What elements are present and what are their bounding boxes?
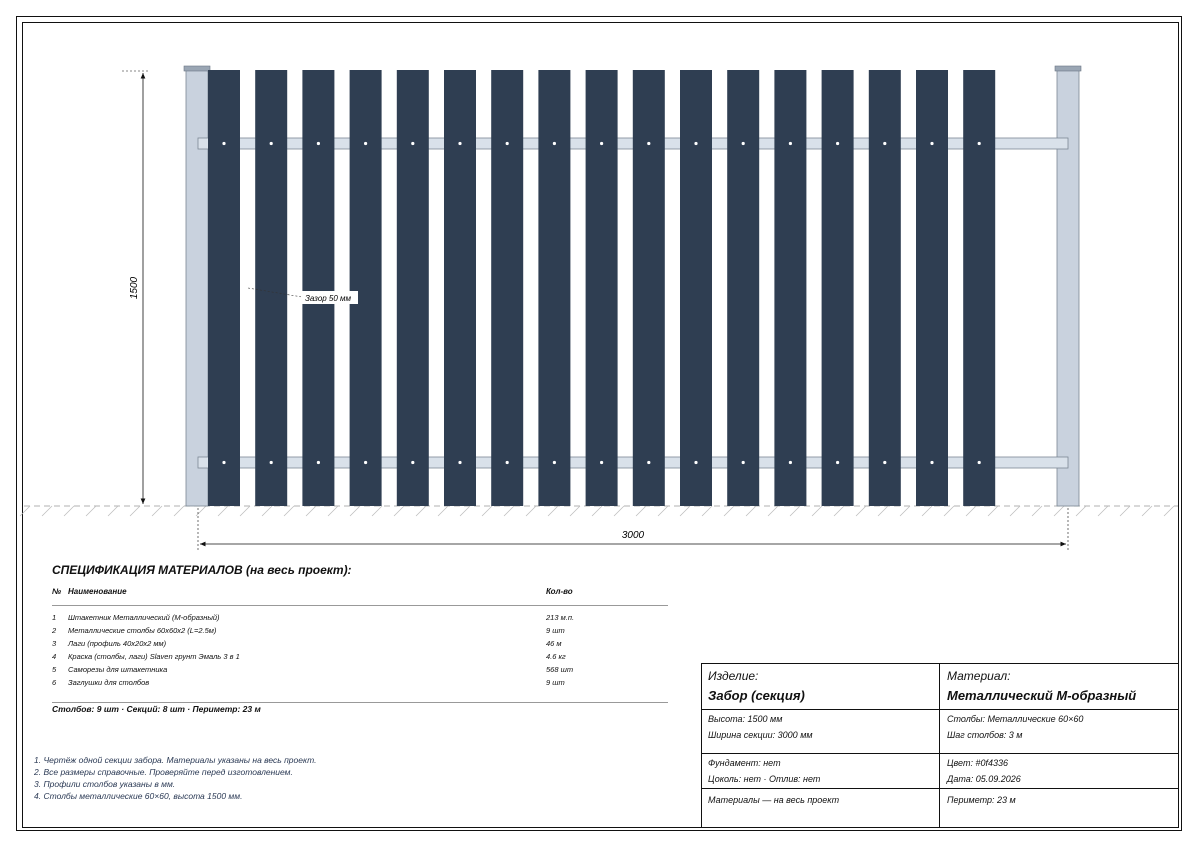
hatch-mark bbox=[394, 506, 404, 516]
picket bbox=[774, 70, 806, 506]
hatch-mark bbox=[42, 506, 52, 516]
picket bbox=[633, 70, 665, 506]
title-block-rule bbox=[702, 753, 1178, 754]
hatch-mark bbox=[460, 506, 470, 516]
spec-row-name: Краска (столбы, лаги) Slaven грунт Эмаль 3 в 1 bbox=[68, 652, 240, 661]
hatch-mark bbox=[328, 506, 338, 516]
screw-dot bbox=[694, 461, 697, 464]
material-value: Металлический М-образный bbox=[947, 688, 1137, 703]
screw-dot bbox=[978, 142, 981, 145]
right-post-cap bbox=[1055, 66, 1081, 71]
spec-row-num: 4 bbox=[52, 652, 57, 661]
hatch-mark bbox=[1010, 506, 1020, 516]
screw-dot bbox=[789, 142, 792, 145]
screw-dot bbox=[506, 461, 509, 464]
spec-row-name: Металлические столбы 60x60x2 (L=2.5м) bbox=[68, 626, 217, 635]
pickets bbox=[208, 70, 995, 506]
spec-rows bbox=[52, 613, 668, 691]
screw-dot bbox=[883, 142, 886, 145]
hatch-mark bbox=[526, 506, 536, 516]
hatch-mark bbox=[900, 506, 910, 516]
spec-row-qty: 4.6 кг bbox=[546, 652, 566, 661]
screw-dot bbox=[506, 142, 509, 145]
title-block bbox=[701, 663, 1179, 828]
screw-dot bbox=[317, 461, 320, 464]
hatch-mark bbox=[1164, 506, 1174, 516]
foundation-info: Фундамент: нет bbox=[708, 758, 781, 768]
color-info: Цвет: #0f4336 bbox=[947, 758, 1008, 768]
spec-row bbox=[52, 626, 668, 639]
spec-row bbox=[52, 652, 668, 665]
hatch-mark bbox=[108, 506, 118, 516]
screw-dot bbox=[647, 461, 650, 464]
screw-dot bbox=[364, 142, 367, 145]
hatch-mark bbox=[944, 506, 954, 516]
spec-row-name: Штакетник Металлический (М-образный) bbox=[68, 613, 220, 622]
screw-dot bbox=[930, 142, 933, 145]
spec-row-qty: 568 шт bbox=[546, 665, 574, 674]
materials-note: Материалы — на весь проект bbox=[708, 795, 840, 805]
spec-row-qty: 9 шт bbox=[546, 678, 565, 687]
screw-dot bbox=[411, 461, 414, 464]
spec-row-num: 5 bbox=[52, 665, 57, 674]
screw-dot bbox=[553, 461, 556, 464]
spec-row-num: 2 bbox=[52, 626, 57, 635]
hatch-mark bbox=[350, 506, 360, 516]
ground-hatching bbox=[20, 506, 1174, 516]
hatch-mark bbox=[130, 506, 140, 516]
screw-dot bbox=[883, 461, 886, 464]
screw-dot bbox=[836, 142, 839, 145]
hatch-mark bbox=[988, 506, 998, 516]
title-block-rule bbox=[702, 709, 1178, 710]
hatch-mark bbox=[482, 506, 492, 516]
hatch-mark bbox=[1054, 506, 1064, 516]
picket bbox=[397, 70, 429, 506]
hatch-mark bbox=[592, 506, 602, 516]
plinth-info: Цоколь: нет · Отлив: нет bbox=[708, 774, 821, 784]
title-block-divider bbox=[939, 664, 940, 827]
spec-row-num: 6 bbox=[52, 678, 57, 687]
width-label: 3000 bbox=[621, 530, 645, 541]
hatch-mark bbox=[548, 506, 558, 516]
screw-dot bbox=[222, 461, 225, 464]
screw-dot bbox=[458, 142, 461, 145]
section-width-info: Ширина секции: 3000 мм bbox=[708, 730, 813, 740]
spec-title: СПЕЦИФИКАЦИЯ МАТЕРИАЛОВ (на весь проект): bbox=[52, 563, 352, 577]
hatch-mark bbox=[262, 506, 272, 516]
screw-dot bbox=[930, 461, 933, 464]
hatch-mark bbox=[284, 506, 294, 516]
hatch-mark bbox=[174, 506, 184, 516]
product-label: Изделие: bbox=[708, 669, 759, 683]
hatch-mark bbox=[680, 506, 690, 516]
hatch-mark bbox=[922, 506, 932, 516]
hatch-mark bbox=[702, 506, 712, 516]
hatch-mark bbox=[20, 506, 30, 516]
hatch-mark bbox=[504, 506, 514, 516]
spec-header-name: Наименование bbox=[68, 587, 127, 596]
screw-dot bbox=[742, 461, 745, 464]
spec-header-qty: Кол-во bbox=[546, 587, 573, 596]
screw-dot bbox=[222, 142, 225, 145]
spec-row-name: Заглушки для столбов bbox=[68, 678, 150, 687]
screw-dot bbox=[694, 142, 697, 145]
screw-dot bbox=[836, 461, 839, 464]
hatch-mark bbox=[966, 506, 976, 516]
screw-dot bbox=[742, 142, 745, 145]
hatch-mark bbox=[636, 506, 646, 516]
spec-row-name: Саморезы для штакетника bbox=[68, 665, 168, 674]
material-label: Материал: bbox=[947, 669, 1011, 683]
screw-dot bbox=[600, 142, 603, 145]
hatch-mark bbox=[724, 506, 734, 516]
picket bbox=[255, 70, 287, 506]
picket bbox=[350, 70, 382, 506]
hatch-mark bbox=[218, 506, 228, 516]
spec-row-num: 3 bbox=[52, 639, 57, 648]
hatch-mark bbox=[856, 506, 866, 516]
screw-dot bbox=[978, 461, 981, 464]
picket bbox=[869, 70, 901, 506]
left-post-cap bbox=[184, 66, 210, 71]
hatch-mark bbox=[1076, 506, 1086, 516]
screw-dot bbox=[411, 142, 414, 145]
materials-spec bbox=[52, 563, 668, 714]
spec-row-qty: 9 шт bbox=[546, 626, 565, 635]
hatch-mark bbox=[614, 506, 624, 516]
note-line: 3. Профили столбов указаны в мм. bbox=[34, 779, 176, 789]
screw-dot bbox=[600, 461, 603, 464]
note-line: 1. Чертёж одной секции забора. Материалы указаны на весь проект. bbox=[34, 755, 317, 765]
left-post bbox=[186, 70, 208, 506]
note-line: 2. Все размеры справочные. Проверяйте перед изготовлением. bbox=[34, 767, 293, 777]
spec-row-num: 1 bbox=[52, 613, 57, 622]
picket bbox=[302, 70, 334, 506]
hatch-mark bbox=[1142, 506, 1152, 516]
picket bbox=[963, 70, 995, 506]
hatch-mark bbox=[196, 506, 206, 516]
picket bbox=[491, 70, 523, 506]
picket bbox=[208, 70, 240, 506]
height-info: Высота: 1500 мм bbox=[708, 714, 783, 724]
spec-footer-rule bbox=[52, 702, 668, 703]
picket bbox=[586, 70, 618, 506]
post-step-info: Шаг столбов: 3 м bbox=[947, 730, 1023, 740]
hatch-mark bbox=[1032, 506, 1042, 516]
hatch-mark bbox=[570, 506, 580, 516]
spec-row-qty: 213 м.п. bbox=[546, 613, 575, 622]
screw-dot bbox=[364, 461, 367, 464]
picket bbox=[538, 70, 570, 506]
hatch-mark bbox=[746, 506, 756, 516]
note-line: 4. Столбы металлические 60×60, высота 1500 мм. bbox=[34, 791, 243, 801]
spec-header-rule bbox=[52, 605, 668, 606]
spec-row-name: Лаги (профиль 40x20x2 мм) bbox=[68, 639, 167, 648]
picket bbox=[916, 70, 948, 506]
date-info: Дата: 05.09.2026 bbox=[947, 774, 1021, 784]
spec-row bbox=[52, 613, 668, 626]
spec-header-num: № bbox=[52, 587, 62, 596]
spec-row bbox=[52, 639, 668, 652]
hatch-mark bbox=[64, 506, 74, 516]
screw-dot bbox=[270, 461, 273, 464]
spec-row bbox=[52, 678, 668, 691]
hatch-mark bbox=[834, 506, 844, 516]
gap-label: Зазор 50 мм bbox=[305, 294, 352, 303]
hatch-mark bbox=[416, 506, 426, 516]
spec-summary: Столбов: 9 шт · Секций: 8 шт · Периметр: 23 м bbox=[52, 704, 261, 714]
hatch-mark bbox=[1120, 506, 1130, 516]
hatch-mark bbox=[86, 506, 96, 516]
hatch-mark bbox=[658, 506, 668, 516]
hatch-mark bbox=[372, 506, 382, 516]
hatch-mark bbox=[790, 506, 800, 516]
picket bbox=[727, 70, 759, 506]
hatch-mark bbox=[1098, 506, 1108, 516]
picket bbox=[822, 70, 854, 506]
right-post bbox=[1057, 70, 1079, 506]
picket bbox=[680, 70, 712, 506]
picket bbox=[444, 70, 476, 506]
hatch-mark bbox=[438, 506, 448, 516]
screw-dot bbox=[553, 142, 556, 145]
spec-row-qty: 46 м bbox=[546, 639, 562, 648]
perimeter-info: Периметр: 23 м bbox=[947, 795, 1016, 805]
height-label: 1500 bbox=[129, 276, 140, 300]
posts-info: Столбы: Металлические 60×60 bbox=[947, 714, 1084, 724]
product-value: Забор (секция) bbox=[708, 688, 805, 703]
drawing-notes bbox=[34, 754, 316, 802]
screw-dot bbox=[317, 142, 320, 145]
hatch-mark bbox=[152, 506, 162, 516]
hatch-mark bbox=[240, 506, 250, 516]
hatch-mark bbox=[768, 506, 778, 516]
hatch-mark bbox=[812, 506, 822, 516]
screw-dot bbox=[458, 461, 461, 464]
hatch-mark bbox=[306, 506, 316, 516]
screw-dot bbox=[270, 142, 273, 145]
hatch-mark bbox=[878, 506, 888, 516]
spec-row bbox=[52, 665, 668, 678]
screw-dot bbox=[789, 461, 792, 464]
title-block-rule bbox=[702, 788, 1178, 789]
screw-dot bbox=[647, 142, 650, 145]
